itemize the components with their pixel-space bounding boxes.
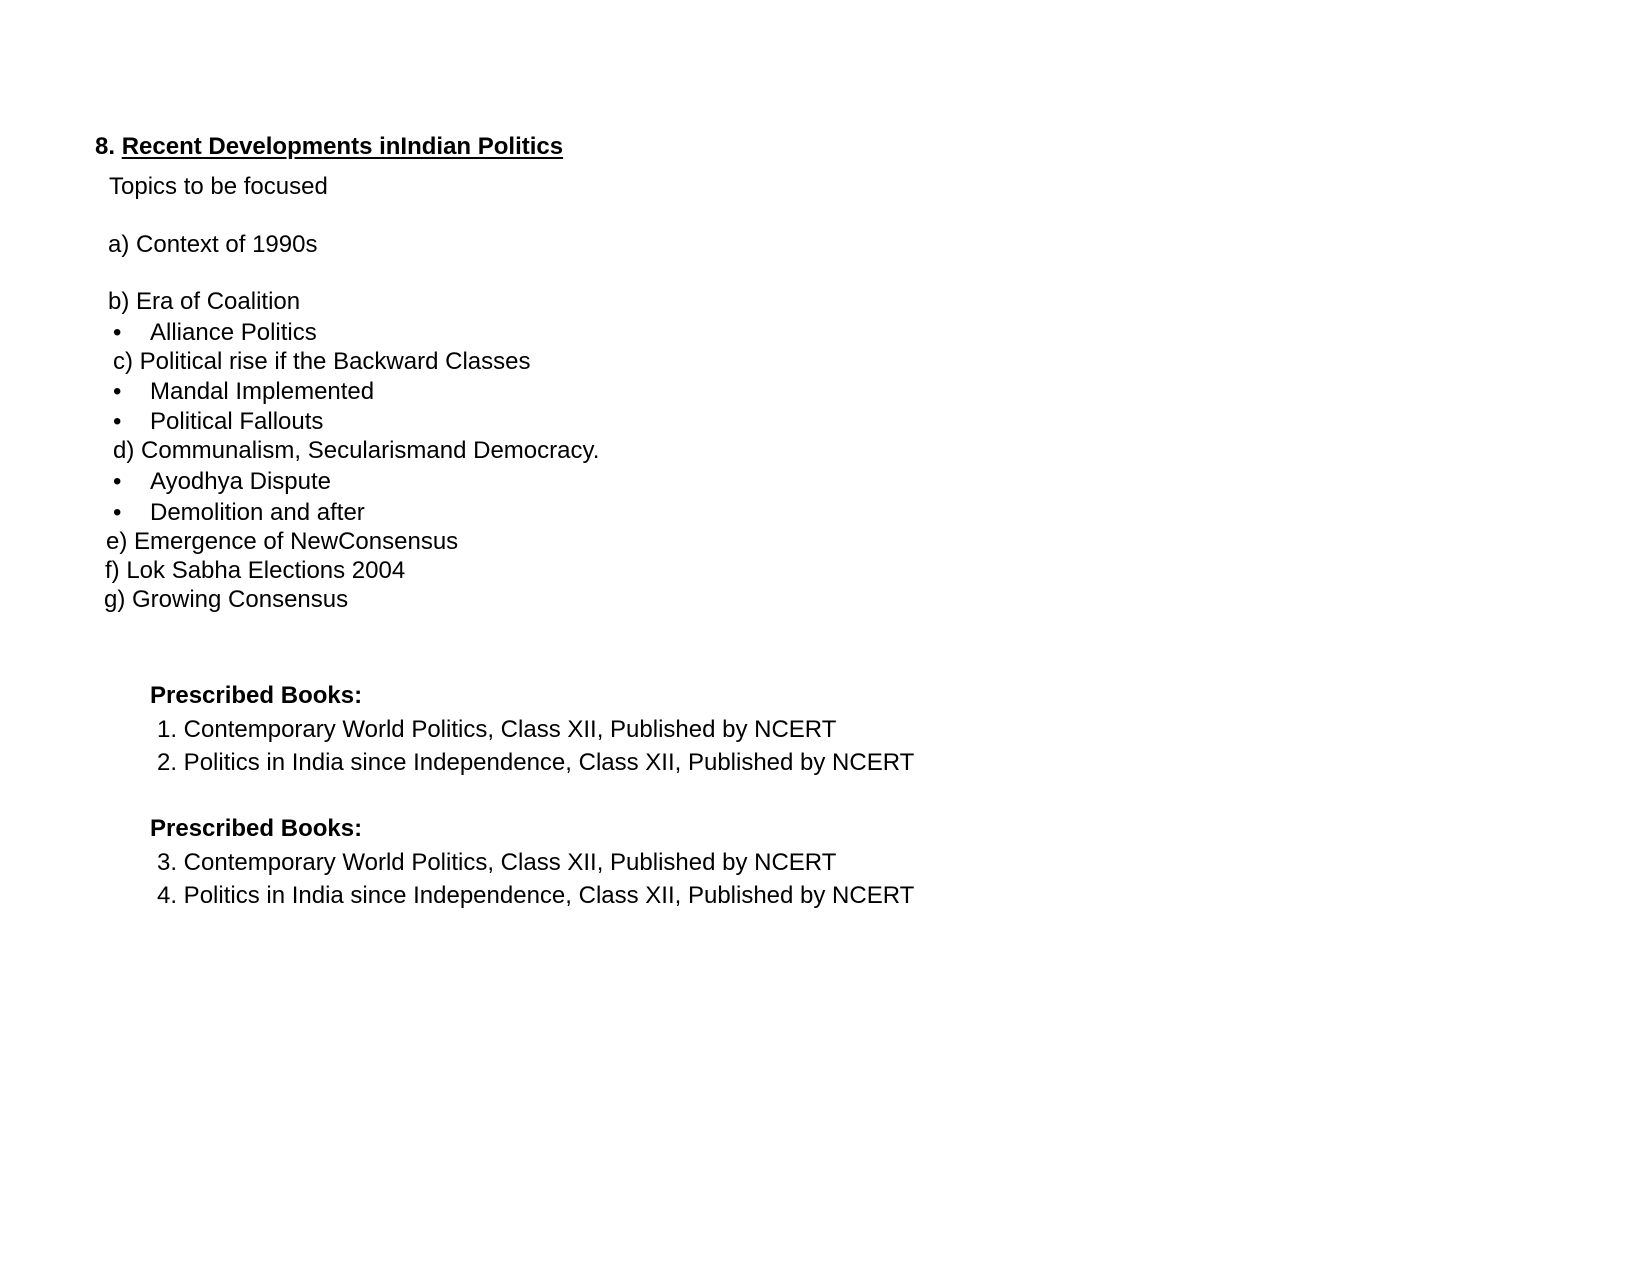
topic-d-bullet-2: Demolition and after <box>150 499 365 526</box>
topic-g: g) Growing Consensus <box>104 586 349 613</box>
topic-b-bullet-1: Alliance Politics <box>150 319 317 346</box>
bullet-icon: • <box>113 378 122 405</box>
topic-b: b) Era of Coalition <box>108 288 301 315</box>
section-number: 8. <box>95 133 116 160</box>
topic-f: f) Lok Sabha Elections 2004 <box>105 557 406 584</box>
prescribed-books-heading: Prescribed Books: <box>150 815 363 842</box>
topic-e: e) Emergence of NewConsensus <box>106 528 459 555</box>
book-item-3: 3. Contemporary World Politics, Class XII, Published by NCERT <box>157 849 837 876</box>
topic-c: c) Political rise if the Backward Classes <box>113 348 531 375</box>
bullet-icon: • <box>113 468 122 495</box>
bullet-icon: • <box>113 319 122 346</box>
topic-c-bullet-2: Political Fallouts <box>150 408 324 435</box>
bullet-icon: • <box>113 499 122 526</box>
section-intro: Topics to be focused <box>109 173 328 200</box>
section-title: Recent Developments inIndian Politics <box>121 133 564 160</box>
topic-d: d) Communalism, Secularismand Democracy. <box>113 437 600 464</box>
topic-d-bullet-1: Ayodhya Dispute <box>150 468 332 495</box>
topic-c-bullet-1: Mandal Implemented <box>150 378 375 405</box>
section-heading <box>95 132 563 162</box>
topic-a: a) Context of 1990s <box>108 231 318 258</box>
bullet-icon: • <box>113 408 122 435</box>
book-item-2: 2. Politics in India since Independence, Class XII, Published by NCERT <box>157 749 915 776</box>
book-item-1: 1. Contemporary World Politics, Class XII, Published by NCERT <box>157 716 837 743</box>
prescribed-books-heading: Prescribed Books: <box>150 682 363 709</box>
book-item-4: 4. Politics in India since Independence, Class XII, Published by NCERT <box>157 882 915 909</box>
